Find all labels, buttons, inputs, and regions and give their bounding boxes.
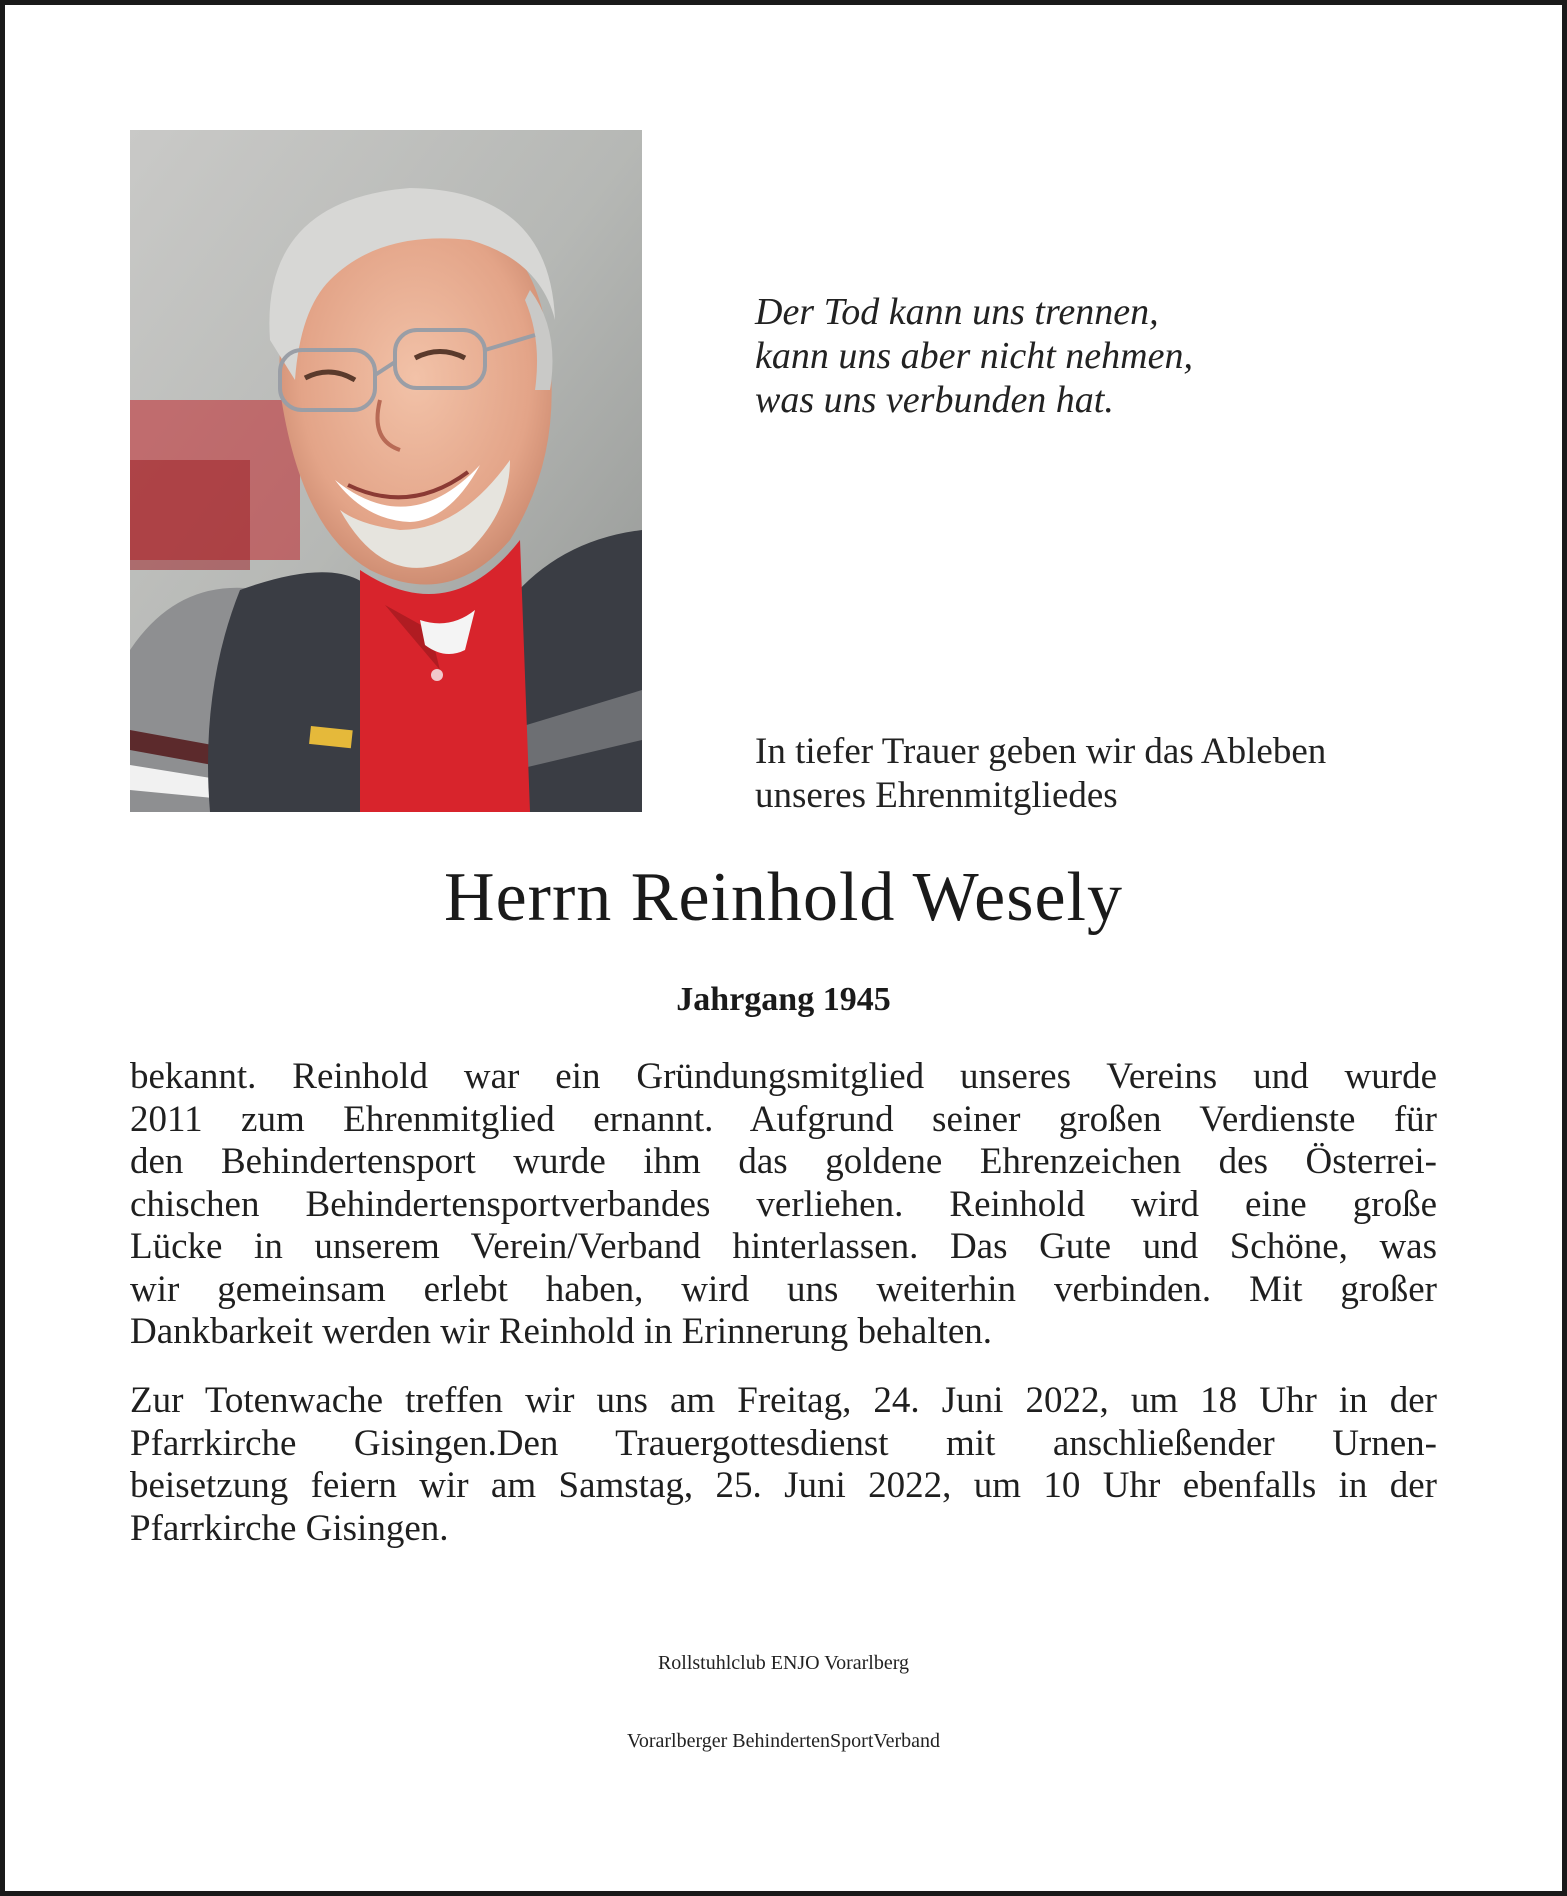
paragraph-line: den Behindertensport wurde ihm das goldene Ehrenzeichen des Österrei- xyxy=(130,1141,1437,1182)
paragraph-line: wir gemeinsam erlebt haben, wird uns weiterhin verbinden. Mit großer xyxy=(130,1268,1437,1310)
announcement-intro xyxy=(755,730,1475,818)
paragraph-line: beisetzung feiern wir am Samstag, 25. Juni 2022, um 10 Uhr ebenfalls in der xyxy=(130,1465,1437,1506)
tribute-paragraph xyxy=(130,1056,1437,1354)
paragraph-line: Pfarrkirche Gisingen. xyxy=(130,1507,449,1549)
quote-line: Der Tod kann uns trennen, xyxy=(755,291,1159,333)
memorial-quote xyxy=(755,290,1455,422)
intro-line: unseres Ehrenmitgliedes xyxy=(755,775,1118,816)
paragraph-line: Pfarrkirche Gisingen.Den Trauergottesdienst mit anschließender Urnen- xyxy=(130,1422,1437,1464)
intro-line: In tiefer Trauer geben wir das Ableben xyxy=(755,731,1327,772)
paragraph-line: Zur Totenwache treffen wir uns am Freitag, 24. Juni 2022, um 18 Uhr in der xyxy=(130,1380,1437,1421)
organization-signature: Vorarlberger BehindertenSportVerband xyxy=(626,1730,941,1752)
paragraph-line: chischen Behindertensportverbandes verliehen. Reinhold wird eine große xyxy=(130,1183,1437,1225)
paragraph-line: Dankbarkeit werden wir Reinhold in Erinnerung behalten. xyxy=(130,1311,993,1352)
paragraph-line: Lücke in unserem Verein/Verband hinterlassen. Das Gute und Schöne, was xyxy=(130,1226,1437,1267)
funeral-details-paragraph xyxy=(130,1380,1437,1550)
paragraph-line: 2011 zum Ehrenmitglied ernannt. Aufgrund seiner großen Verdienste für xyxy=(130,1098,1437,1140)
quote-line: kann uns aber nicht nehmen, xyxy=(755,335,1193,377)
paragraph-line: bekannt. Reinhold war ein Gründungsmitglied unseres Vereins und wurde xyxy=(130,1056,1437,1097)
deceased-name: Herrn Reinhold Wesely xyxy=(444,859,1123,936)
portrait-photo xyxy=(130,130,642,812)
quote-line: was uns verbunden hat. xyxy=(755,379,1114,421)
birth-year: Jahrgang 1945 xyxy=(676,981,891,1018)
organization-signature: Rollstuhlclub ENJO Vorarlberg xyxy=(657,1652,910,1674)
